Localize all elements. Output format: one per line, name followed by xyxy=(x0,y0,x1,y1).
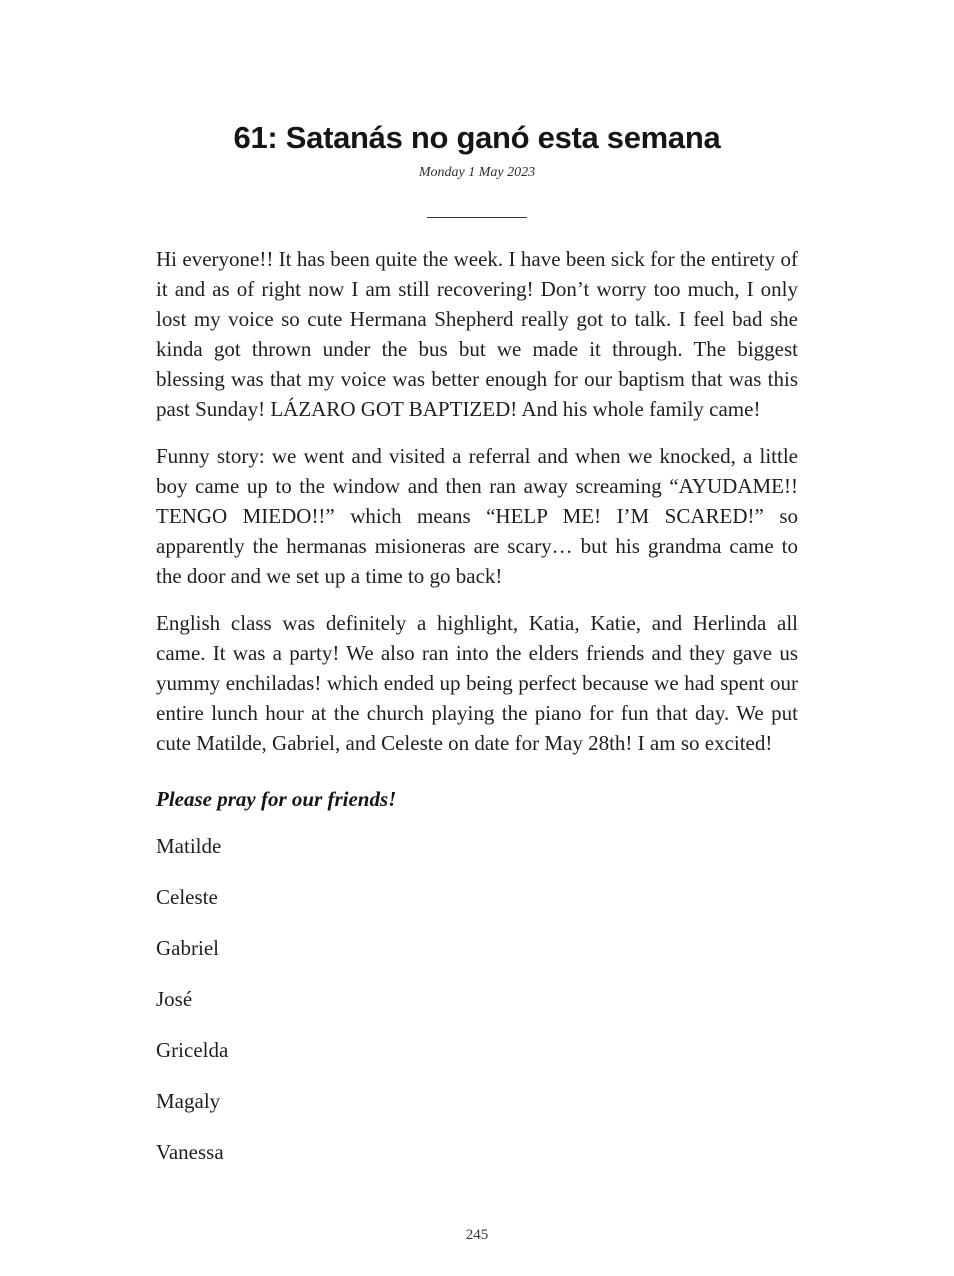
name-item: Vanessa xyxy=(156,1139,224,1164)
section-divider xyxy=(427,217,527,218)
paragraph-3: English class was definitely a highlight, Katia, Katie, and Herlinda all came. It was a party! We also ran into the elders friends and they gave us yummy enchiladas! which ended up being perfect because we had spent our entire lunch hour at the church playing the piano for fun that day. We put cute Matilde, Gabriel, and Celeste on date for May 28th! I am so excited! xyxy=(156,610,798,755)
name-item: Celeste xyxy=(156,884,218,909)
name-item: Matilde xyxy=(156,833,222,858)
name-item: Gabriel xyxy=(156,935,219,960)
prayer-heading: Please pray for our friends! xyxy=(156,786,397,811)
page-number: 245 xyxy=(465,1227,489,1243)
page-title: 61: Satanás no ganó esta semana xyxy=(233,120,721,155)
content-column xyxy=(156,0,798,1165)
paragraph-1: Hi everyone!! It has been quite the week. I have been sick for the entirety of it and as of right now I am still recovering! Don’t worry too much, I only lost my voice so cute Hermana Shepherd really got to talk. I feel bad she kinda got thrown under the bus but we made it through. The biggest blessing was that my voice was better enough for our baptism that was this past Sunday! LÁZARO GOT BAPTIZED! And his whole family came! xyxy=(156,246,798,421)
paragraph-2: Funny story: we went and visited a referral and when we knocked, a little boy came up to the window and then ran away screaming “AYUDAME!! TENGO MIEDO!!” which means “HELP ME! I’M SCARED!” so apparently the hermanas misioneras are scary… but his grandma came to the door and we set up a time to go back! xyxy=(156,443,798,588)
post-date: Monday 1 May 2023 xyxy=(418,164,536,180)
name-item: Gricelda xyxy=(156,1037,229,1062)
name-item: José xyxy=(156,986,193,1011)
name-item: Magaly xyxy=(156,1088,221,1113)
